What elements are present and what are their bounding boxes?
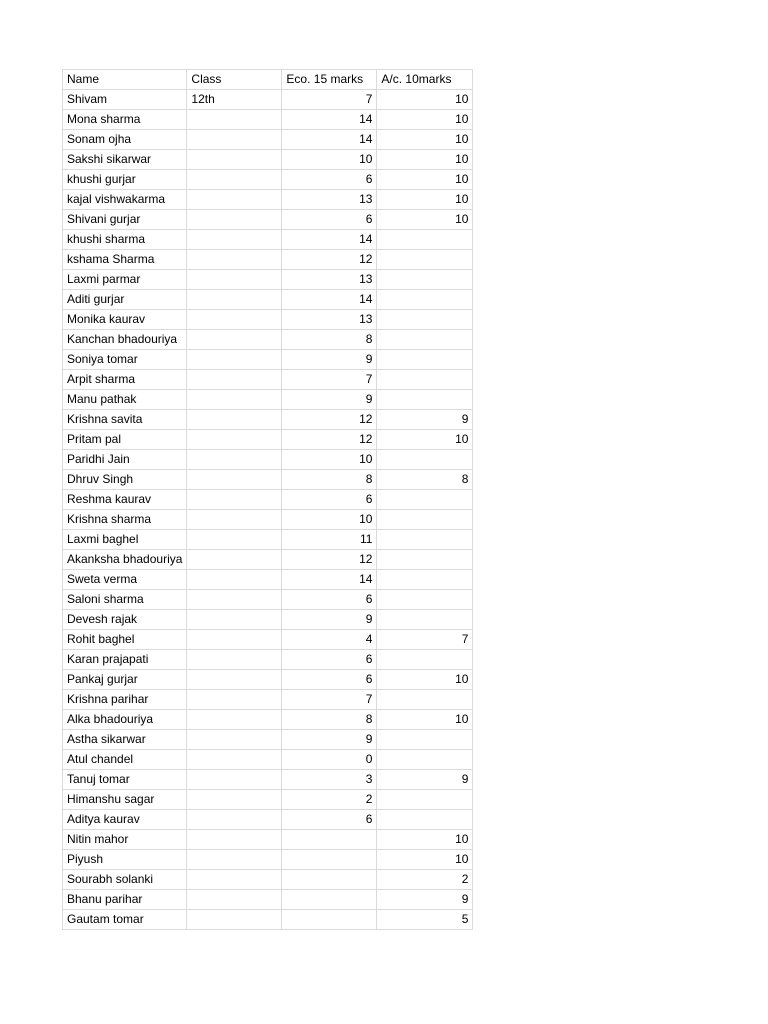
class-cell[interactable] xyxy=(187,310,282,330)
name-cell[interactable]: kshama Sharma xyxy=(63,250,187,270)
ac-marks-cell[interactable]: 8 xyxy=(377,470,473,490)
ac-marks-cell[interactable]: 10 xyxy=(377,190,473,210)
class-cell[interactable] xyxy=(187,910,282,930)
class-cell[interactable] xyxy=(187,710,282,730)
name-cell[interactable]: Atul chandel xyxy=(63,750,187,770)
class-cell[interactable] xyxy=(187,890,282,910)
ac-marks-cell[interactable]: 9 xyxy=(377,410,473,430)
ac-marks-cell[interactable] xyxy=(377,590,473,610)
table-row xyxy=(63,710,473,730)
name-cell[interactable]: Reshma kaurav xyxy=(63,490,187,510)
ac-marks-cell[interactable] xyxy=(377,250,473,270)
name-cell[interactable]: Devesh rajak xyxy=(63,610,187,630)
header-eco-marks[interactable]: Eco. 15 marks xyxy=(282,70,377,90)
class-cell[interactable] xyxy=(187,150,282,170)
eco-marks-cell[interactable]: 7 xyxy=(282,370,377,390)
table-row xyxy=(63,510,473,530)
ac-marks-cell[interactable] xyxy=(377,530,473,550)
ac-marks-cell[interactable]: 10 xyxy=(377,850,473,870)
ac-marks-cell[interactable]: 10 xyxy=(377,430,473,450)
eco-marks-cell[interactable]: 12 xyxy=(282,410,377,430)
eco-marks-cell[interactable]: 14 xyxy=(282,570,377,590)
class-cell[interactable] xyxy=(187,630,282,650)
eco-marks-cell[interactable]: 14 xyxy=(282,230,377,250)
table-row xyxy=(63,830,473,850)
ac-marks-cell[interactable]: 9 xyxy=(377,890,473,910)
table-row xyxy=(63,430,473,450)
table-row xyxy=(63,810,473,830)
name-cell[interactable]: Sourabh solanki xyxy=(63,870,187,890)
ac-marks-cell[interactable] xyxy=(377,730,473,750)
ac-marks-cell[interactable] xyxy=(377,570,473,590)
table-row xyxy=(63,490,473,510)
class-cell[interactable] xyxy=(187,470,282,490)
name-cell[interactable]: Laxmi baghel xyxy=(63,530,187,550)
table-row xyxy=(63,570,473,590)
class-cell[interactable] xyxy=(187,290,282,310)
eco-marks-cell[interactable]: 6 xyxy=(282,670,377,690)
table-row xyxy=(63,190,473,210)
table-row xyxy=(63,670,473,690)
name-cell[interactable]: Krishna savita xyxy=(63,410,187,430)
ac-marks-cell[interactable]: 10 xyxy=(377,150,473,170)
name-cell[interactable]: Nitin mahor xyxy=(63,830,187,850)
eco-marks-cell[interactable]: 14 xyxy=(282,110,377,130)
eco-marks-cell[interactable] xyxy=(282,890,377,910)
table-row xyxy=(63,790,473,810)
class-cell[interactable] xyxy=(187,810,282,830)
class-cell[interactable] xyxy=(187,830,282,850)
class-cell[interactable]: 12th xyxy=(187,90,282,110)
header-name[interactable]: Name xyxy=(63,70,187,90)
eco-marks-cell[interactable]: 8 xyxy=(282,330,377,350)
ac-marks-cell[interactable]: 10 xyxy=(377,170,473,190)
ac-marks-cell[interactable]: 9 xyxy=(377,770,473,790)
eco-marks-cell[interactable]: 6 xyxy=(282,170,377,190)
eco-marks-cell[interactable]: 0 xyxy=(282,750,377,770)
ac-marks-cell[interactable] xyxy=(377,790,473,810)
ac-marks-cell[interactable] xyxy=(377,370,473,390)
table-row xyxy=(63,350,473,370)
eco-marks-cell[interactable]: 4 xyxy=(282,630,377,650)
class-cell[interactable] xyxy=(187,730,282,750)
eco-marks-cell[interactable]: 12 xyxy=(282,250,377,270)
class-cell[interactable] xyxy=(187,350,282,370)
class-cell[interactable] xyxy=(187,210,282,230)
eco-marks-cell[interactable]: 3 xyxy=(282,770,377,790)
name-cell[interactable]: Alka bhadouriya xyxy=(63,710,187,730)
name-cell[interactable]: Laxmi parmar xyxy=(63,270,187,290)
table-row xyxy=(63,90,473,110)
name-cell[interactable]: khushi gurjar xyxy=(63,170,187,190)
ac-marks-cell[interactable]: 2 xyxy=(377,870,473,890)
table-row xyxy=(63,870,473,890)
table-row xyxy=(63,550,473,570)
eco-marks-cell[interactable]: 10 xyxy=(282,450,377,470)
ac-marks-cell[interactable]: 10 xyxy=(377,210,473,230)
class-cell[interactable] xyxy=(187,270,282,290)
table-row xyxy=(63,170,473,190)
class-cell[interactable] xyxy=(187,110,282,130)
class-cell[interactable] xyxy=(187,430,282,450)
name-cell[interactable]: Akanksha bhadouriya xyxy=(63,550,187,570)
eco-marks-cell[interactable]: 6 xyxy=(282,810,377,830)
ac-marks-cell[interactable] xyxy=(377,290,473,310)
class-cell[interactable] xyxy=(187,250,282,270)
eco-marks-cell[interactable]: 14 xyxy=(282,290,377,310)
ac-marks-cell[interactable]: 10 xyxy=(377,110,473,130)
ac-marks-cell[interactable] xyxy=(377,690,473,710)
eco-marks-cell[interactable] xyxy=(282,850,377,870)
eco-marks-cell[interactable]: 12 xyxy=(282,550,377,570)
header-ac-marks[interactable]: A/c. 10marks xyxy=(377,70,473,90)
header-class[interactable]: Class xyxy=(187,70,282,90)
marks-table-body xyxy=(63,70,473,930)
ac-marks-cell[interactable] xyxy=(377,550,473,570)
name-cell[interactable]: Kanchan bhadouriya xyxy=(63,330,187,350)
name-cell[interactable]: Paridhi Jain xyxy=(63,450,187,470)
table-row xyxy=(63,250,473,270)
ac-marks-cell[interactable] xyxy=(377,450,473,470)
class-cell[interactable] xyxy=(187,450,282,470)
ac-marks-cell[interactable] xyxy=(377,270,473,290)
name-cell[interactable]: kajal vishwakarma xyxy=(63,190,187,210)
name-cell[interactable]: Manu pathak xyxy=(63,390,187,410)
ac-marks-cell[interactable]: 10 xyxy=(377,670,473,690)
eco-marks-cell[interactable]: 7 xyxy=(282,90,377,110)
ac-marks-cell[interactable] xyxy=(377,610,473,630)
name-cell[interactable]: Aditi gurjar xyxy=(63,290,187,310)
eco-marks-cell[interactable]: 2 xyxy=(282,790,377,810)
name-cell[interactable]: Tanuj tomar xyxy=(63,770,187,790)
ac-marks-cell[interactable] xyxy=(377,750,473,770)
name-cell[interactable]: Sakshi sikarwar xyxy=(63,150,187,170)
ac-marks-cell[interactable] xyxy=(377,310,473,330)
class-cell[interactable] xyxy=(187,530,282,550)
eco-marks-cell[interactable]: 13 xyxy=(282,310,377,330)
name-cell[interactable]: Bhanu parihar xyxy=(63,890,187,910)
class-cell[interactable] xyxy=(187,790,282,810)
table-row xyxy=(63,470,473,490)
table-row xyxy=(63,150,473,170)
class-cell[interactable] xyxy=(187,770,282,790)
name-cell[interactable]: Rohit baghel xyxy=(63,630,187,650)
header-row xyxy=(63,70,473,90)
name-cell[interactable]: Piyush xyxy=(63,850,187,870)
ac-marks-cell[interactable] xyxy=(377,390,473,410)
table-row xyxy=(63,330,473,350)
eco-marks-cell[interactable]: 11 xyxy=(282,530,377,550)
name-cell[interactable]: Mona sharma xyxy=(63,110,187,130)
eco-marks-cell[interactable]: 13 xyxy=(282,270,377,290)
table-row xyxy=(63,230,473,250)
table-row xyxy=(63,130,473,150)
table-row xyxy=(63,850,473,870)
ac-marks-cell[interactable] xyxy=(377,490,473,510)
class-cell[interactable] xyxy=(187,870,282,890)
class-cell[interactable] xyxy=(187,170,282,190)
table-row xyxy=(63,530,473,550)
class-cell[interactable] xyxy=(187,610,282,630)
ac-marks-cell[interactable] xyxy=(377,510,473,530)
name-cell[interactable]: Karan prajapati xyxy=(63,650,187,670)
class-cell[interactable] xyxy=(187,850,282,870)
class-cell[interactable] xyxy=(187,490,282,510)
table-row xyxy=(63,310,473,330)
ac-marks-cell[interactable] xyxy=(377,650,473,670)
name-cell[interactable]: Pritam pal xyxy=(63,430,187,450)
ac-marks-cell[interactable] xyxy=(377,330,473,350)
table-row xyxy=(63,890,473,910)
table-row xyxy=(63,610,473,630)
class-cell[interactable] xyxy=(187,650,282,670)
eco-marks-cell[interactable]: 6 xyxy=(282,650,377,670)
class-cell[interactable] xyxy=(187,670,282,690)
eco-marks-cell[interactable]: 8 xyxy=(282,470,377,490)
name-cell[interactable]: Sonam ojha xyxy=(63,130,187,150)
ac-marks-cell[interactable]: 10 xyxy=(377,710,473,730)
eco-marks-cell[interactable]: 12 xyxy=(282,430,377,450)
table-row xyxy=(63,390,473,410)
name-cell[interactable]: Shivam xyxy=(63,90,187,110)
ac-marks-cell[interactable] xyxy=(377,350,473,370)
eco-marks-cell[interactable]: 13 xyxy=(282,190,377,210)
class-cell[interactable] xyxy=(187,230,282,250)
name-cell[interactable]: Krishna sharma xyxy=(63,510,187,530)
name-cell[interactable]: khushi sharma xyxy=(63,230,187,250)
name-cell[interactable]: Krishna parihar xyxy=(63,690,187,710)
table-row xyxy=(63,370,473,390)
eco-marks-cell[interactable] xyxy=(282,870,377,890)
ac-marks-cell[interactable]: 10 xyxy=(377,130,473,150)
eco-marks-cell[interactable]: 9 xyxy=(282,730,377,750)
ac-marks-cell[interactable]: 7 xyxy=(377,630,473,650)
name-cell[interactable]: Astha sikarwar xyxy=(63,730,187,750)
name-cell[interactable]: Monika kaurav xyxy=(63,310,187,330)
class-cell[interactable] xyxy=(187,750,282,770)
table-row xyxy=(63,290,473,310)
class-cell[interactable] xyxy=(187,570,282,590)
name-cell[interactable]: Soniya tomar xyxy=(63,350,187,370)
ac-marks-cell[interactable] xyxy=(377,810,473,830)
name-cell[interactable]: Sweta verma xyxy=(63,570,187,590)
table-row xyxy=(63,210,473,230)
class-cell[interactable] xyxy=(187,190,282,210)
ac-marks-cell[interactable]: 10 xyxy=(377,830,473,850)
class-cell[interactable] xyxy=(187,410,282,430)
marks-table xyxy=(62,69,473,930)
table-row xyxy=(63,650,473,670)
class-cell[interactable] xyxy=(187,550,282,570)
eco-marks-cell[interactable]: 6 xyxy=(282,590,377,610)
eco-marks-cell[interactable]: 10 xyxy=(282,510,377,530)
ac-marks-cell[interactable]: 5 xyxy=(377,910,473,930)
name-cell[interactable]: Pankaj gurjar xyxy=(63,670,187,690)
name-cell[interactable]: Arpit sharma xyxy=(63,370,187,390)
eco-marks-cell[interactable] xyxy=(282,910,377,930)
table-row xyxy=(63,270,473,290)
class-cell[interactable] xyxy=(187,690,282,710)
eco-marks-cell[interactable]: 8 xyxy=(282,710,377,730)
name-cell[interactable]: Shivani gurjar xyxy=(63,210,187,230)
name-cell[interactable]: Aditya kaurav xyxy=(63,810,187,830)
class-cell[interactable] xyxy=(187,370,282,390)
eco-marks-cell[interactable]: 9 xyxy=(282,390,377,410)
name-cell[interactable]: Gautam tomar xyxy=(63,910,187,930)
table-row xyxy=(63,750,473,770)
class-cell[interactable] xyxy=(187,590,282,610)
eco-marks-cell[interactable] xyxy=(282,830,377,850)
table-row xyxy=(63,630,473,650)
ac-marks-cell[interactable] xyxy=(377,230,473,250)
table-row xyxy=(63,690,473,710)
table-row xyxy=(63,910,473,930)
eco-marks-cell[interactable]: 10 xyxy=(282,150,377,170)
eco-marks-cell[interactable]: 14 xyxy=(282,130,377,150)
eco-marks-cell[interactable]: 9 xyxy=(282,350,377,370)
table-row xyxy=(63,770,473,790)
table-row xyxy=(63,410,473,430)
ac-marks-cell[interactable]: 10 xyxy=(377,90,473,110)
name-cell[interactable]: Saloni sharma xyxy=(63,590,187,610)
eco-marks-cell[interactable]: 7 xyxy=(282,690,377,710)
eco-marks-cell[interactable]: 6 xyxy=(282,490,377,510)
table-row xyxy=(63,110,473,130)
name-cell[interactable]: Himanshu sagar xyxy=(63,790,187,810)
class-cell[interactable] xyxy=(187,130,282,150)
class-cell[interactable] xyxy=(187,330,282,350)
eco-marks-cell[interactable]: 6 xyxy=(282,210,377,230)
eco-marks-cell[interactable]: 9 xyxy=(282,610,377,630)
table-row xyxy=(63,450,473,470)
table-row xyxy=(63,590,473,610)
name-cell[interactable]: Dhruv Singh xyxy=(63,470,187,490)
class-cell[interactable] xyxy=(187,390,282,410)
class-cell[interactable] xyxy=(187,510,282,530)
table-row xyxy=(63,730,473,750)
